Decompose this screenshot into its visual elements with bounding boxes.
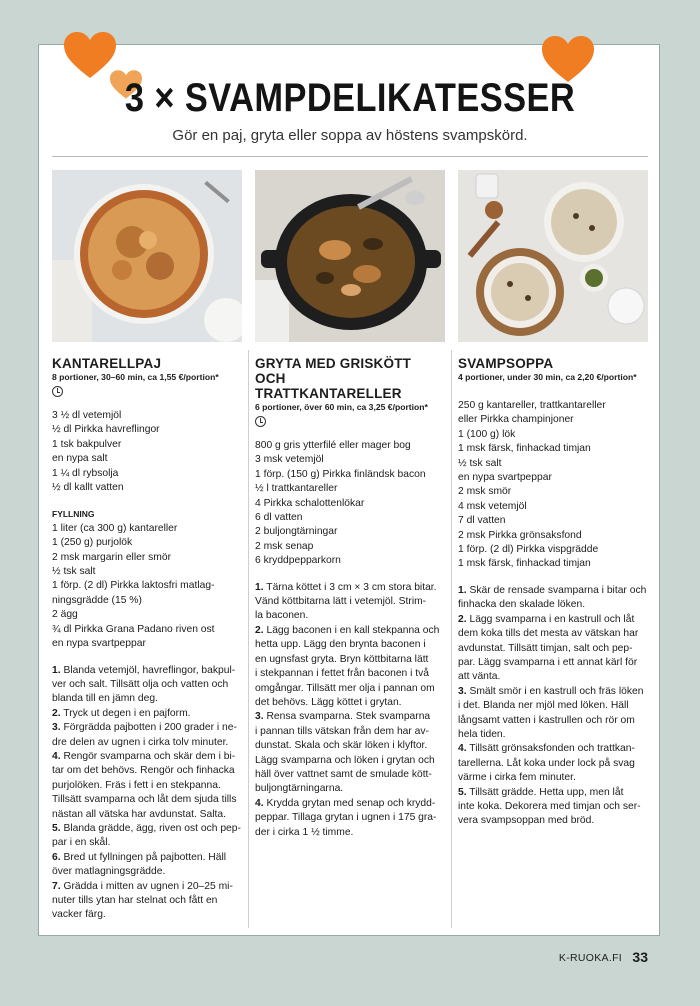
- step-line: [52, 750, 242, 764]
- step-line: [52, 721, 242, 735]
- step-number: 1.: [458, 584, 467, 596]
- step-text: Krydda grytan med senap och krydd-: [266, 797, 436, 809]
- step-text: tarellerna. Låt koka under lock på svag: [458, 757, 635, 769]
- stew-photo: [255, 170, 445, 342]
- page-title: 3 × SVAMPDELIKATESSER: [124, 76, 576, 120]
- step-line: [255, 782, 445, 796]
- step-line: [255, 682, 445, 696]
- heart-icon: [64, 32, 116, 80]
- ingredient-list: [255, 439, 445, 569]
- step-line: [255, 638, 445, 652]
- step-text: hetta upp. Lägg den brynta baconen i: [255, 639, 426, 651]
- ingredient: ½ tsk salt: [52, 566, 96, 578]
- step-line: [458, 728, 648, 742]
- footer-site: K-RUOKA.FI: [558, 952, 622, 964]
- pie-photo: [52, 170, 242, 342]
- step-line: [255, 581, 445, 595]
- recipe-title: KANTARELLPAJ: [52, 356, 162, 371]
- step-text: tar om det behövs. Rengör och finhacka: [52, 765, 235, 777]
- clock-icon: [255, 416, 266, 427]
- ingredient: 1 (100 g) lök: [458, 428, 516, 440]
- recipe-meta: 6 portioner, över 60 min, ca 3,25 €/portion*: [255, 402, 428, 412]
- step-line: [52, 678, 242, 692]
- step-number: 4.: [458, 743, 467, 755]
- ingredient: 4 msk vetemjöl: [458, 500, 527, 512]
- ingredient: ningsgrädde (15 %): [52, 594, 142, 606]
- step-line: [458, 656, 648, 670]
- step-line: [458, 699, 648, 713]
- step-line: [52, 808, 242, 822]
- step-text: ver och salt. Tillsätt olja och vatten och: [52, 678, 229, 690]
- ingredient: en nypa svartpeppar: [458, 472, 552, 484]
- ingredient-list: [458, 399, 648, 572]
- step-text: avdunstat. Tillsätt timjan, salt och pep-: [458, 642, 633, 654]
- step-line: [255, 696, 445, 710]
- step-list: [458, 584, 648, 829]
- step-line: [52, 779, 242, 793]
- step-text: Förgrädda pajbotten i 200 grader i ne-: [63, 722, 237, 734]
- step-line: [255, 797, 445, 811]
- ingredient: 7 dl vatten: [458, 515, 506, 527]
- step-text: Tryck ut degen i en pajform.: [63, 707, 191, 719]
- step-line: [458, 714, 648, 728]
- step-text: vera svampsoppan med bröd.: [458, 815, 595, 827]
- step-text: i stekpannan i fettet från baconen i två: [255, 668, 430, 680]
- step-line: [458, 584, 648, 598]
- step-number: 2.: [255, 624, 264, 636]
- step-text: nästan all vätska har avdunstat. Salta.: [52, 808, 227, 820]
- step-line: [255, 811, 445, 825]
- step-number: 7.: [52, 880, 61, 892]
- ingredient: 1 förp. (150 g) Pirkka finländsk bacon: [255, 468, 426, 480]
- step-text: Lägg svamparna och löken i grytan och: [255, 754, 435, 766]
- step-list: [52, 664, 242, 923]
- step-text: en ugnsfast gryta. Bryn köttbitarna lätt: [255, 653, 429, 665]
- step-line: [52, 865, 242, 879]
- step-text: i det. Blanda ner mjöl med löken. Häll: [458, 700, 629, 712]
- ingredient: 6 dl vatten: [255, 512, 303, 524]
- recipe-meta: 4 portioner, under 30 min, ca 2,20 €/portion*: [458, 372, 637, 382]
- step-text: buljongtärningarna.: [255, 783, 344, 795]
- step-text: inte koka. Dekorera med timjan och ser-: [458, 800, 641, 812]
- ingredient: 1 msk färsk, finhackad timjan: [458, 558, 591, 570]
- step-line: [458, 786, 648, 800]
- step-line: [458, 670, 648, 684]
- step-text: i pannan tills vätskan från dem har av-: [255, 725, 429, 737]
- step-text: Blanda grädde, ägg, riven ost och pep-: [63, 822, 241, 834]
- step-line: [458, 642, 648, 656]
- ingredient: 2 msk smör: [458, 486, 512, 498]
- step-text: Lägg baconen i en kall stekpanna och: [266, 624, 440, 636]
- ingredient: 1 msk färsk, finhackad timjan: [458, 443, 591, 455]
- step-line: [255, 710, 445, 724]
- step-text: Lägg svamparna i en kastrull och låt: [469, 613, 635, 625]
- step-line: [52, 764, 242, 778]
- header-divider: [52, 156, 648, 157]
- ingredient: ½ dl Pirkka havreflingor: [52, 424, 160, 436]
- step-line: [458, 800, 648, 814]
- step-number: 3.: [52, 722, 61, 734]
- step-number: 2.: [52, 707, 61, 719]
- step-text: dem koka tills det mesta av vätskan har: [458, 628, 639, 640]
- step-text: att vänta.: [458, 671, 501, 683]
- step-text: blanda till en jämn deg.: [52, 693, 158, 705]
- page-subtitle: Gör en paj, gryta eller soppa av höstens svampskörd.: [172, 127, 528, 144]
- ingredient: 2 msk Pirkka grönsaksfond: [458, 529, 582, 541]
- ingredient: 3 ½ dl vetemjöl: [52, 410, 122, 421]
- step-text: dunstat. Skala och skär löken i klyftor.: [255, 740, 428, 752]
- step-text: omgångar. Tillsätt mer olja i pannan om: [255, 682, 435, 694]
- step-text: vacker färg.: [52, 909, 106, 921]
- step-line: [255, 768, 445, 782]
- ingredient: 2 msk margarin eller smör: [52, 551, 172, 563]
- page-number: 33: [632, 949, 648, 965]
- recipe-kantarellpaj: [52, 170, 242, 923]
- step-line: [458, 613, 648, 627]
- step-text: dre delen av ugnen i cirka tolv minuter.: [52, 736, 229, 748]
- ingredient: 1 liter (ca 300 g) kantareller: [52, 522, 178, 534]
- step-number: 5.: [458, 786, 467, 798]
- step-text: häll över vattnet samt de smulade kött-: [255, 768, 432, 780]
- step-text: finhacka den skalade löken.: [458, 599, 586, 611]
- ingredient: en nypa svartpeppar: [52, 638, 146, 650]
- step-number: 5.: [52, 822, 61, 834]
- step-number: 4.: [52, 750, 61, 762]
- step-line: [458, 598, 648, 612]
- ingredient: 1 förp. (2 dl) Pirkka vispgrädde: [458, 544, 599, 556]
- column-divider: [248, 350, 249, 928]
- column-divider: [451, 350, 452, 928]
- step-number: 1.: [255, 581, 264, 593]
- step-text: par. Lägg svamparna i ett annat kärl för: [458, 656, 638, 668]
- step-line: [52, 793, 242, 807]
- ingredient: ½ l trattkantareller: [255, 483, 338, 495]
- step-text: Blanda vetemjöl, havreflingor, bakpul-: [63, 664, 236, 676]
- step-text: peppar. Tillaga grytan i ugnen i 175 gra-: [255, 812, 437, 824]
- step-text: Rensa svamparna. Stek svamparna: [266, 711, 431, 723]
- ingredient: 1 (250 g) purjolök: [52, 537, 133, 549]
- recipe-title: [255, 356, 445, 401]
- step-line: [255, 826, 445, 840]
- step-line: [458, 814, 648, 828]
- ingredient-list: [52, 409, 242, 495]
- step-line: [52, 822, 242, 836]
- step-text: Grädda i mitten av ugnen i 20–25 mi-: [63, 880, 233, 892]
- step-line: [52, 736, 242, 750]
- step-line: [458, 627, 648, 641]
- step-text: nuter tills ytan har stelnat och fått en: [52, 895, 218, 906]
- step-line: [52, 836, 242, 850]
- ingredient: 800 g gris ytterfilé eller mager bog: [255, 440, 411, 451]
- step-number: 4.: [255, 797, 264, 809]
- step-text: Tillsätt grädde. Hetta upp, men låt: [469, 786, 624, 798]
- step-text: Smält smör i en kastrull och fräs löken: [469, 685, 644, 697]
- step-line: [52, 664, 242, 678]
- ingredient: 3 msk vetemjöl: [255, 454, 324, 466]
- ingredient: 1 tsk bakpulver: [52, 438, 122, 450]
- step-text: hela tiden.: [458, 728, 506, 740]
- ingredient: 1 ¼ dl rybsolja: [52, 467, 119, 479]
- soup-photo: [458, 170, 648, 342]
- ingredient: ¾ dl Pirkka Grana Padano riven ost: [52, 623, 215, 635]
- step-text: purjolöken. Fräs i fett i en stekpanna.: [52, 779, 221, 791]
- ingredient: 6 kryddpepparkorn: [255, 555, 341, 567]
- step-text: la baconen.: [255, 610, 309, 622]
- step-text: par i en skål.: [52, 837, 111, 849]
- step-line: [255, 595, 445, 609]
- ingredient: 2 buljongtärningar: [255, 526, 338, 538]
- ingredient: eller Pirkka champinjoner: [458, 414, 574, 426]
- step-line: [255, 624, 445, 638]
- recipe-title: SVAMPSOPPA: [458, 356, 554, 371]
- filling-heading: FYLLNING: [52, 509, 95, 520]
- step-line: [52, 880, 242, 894]
- ingredient: 2 msk senap: [255, 540, 314, 552]
- step-line: [458, 757, 648, 771]
- filling-list: [52, 522, 242, 652]
- step-text: värme i cirka fem minuter.: [458, 772, 576, 784]
- step-line: [52, 894, 242, 908]
- step-line: [52, 851, 242, 865]
- step-line: [255, 725, 445, 739]
- step-number: 1.: [52, 664, 61, 676]
- ingredient: 2 ägg: [52, 609, 78, 621]
- clock-icon: [52, 386, 63, 397]
- step-line: [255, 754, 445, 768]
- step-text: över matlagningsgrädde.: [52, 866, 166, 878]
- step-line: [255, 653, 445, 667]
- step-number: 3.: [458, 685, 467, 697]
- recipe-svampsoppa: [458, 170, 648, 829]
- ingredient: 250 g kantareller, trattkantareller: [458, 400, 606, 411]
- step-line: [52, 707, 242, 721]
- step-line: [255, 739, 445, 753]
- step-text: Bred ut fyllningen på pajbotten. Häll: [63, 851, 227, 863]
- step-line: [52, 692, 242, 706]
- step-text: Vänd köttbitarna lätt i vetemjöl. Strim-: [255, 596, 427, 608]
- step-line: [458, 742, 648, 756]
- step-list: [255, 581, 445, 840]
- step-text: der i cirka 1 ½ timme.: [255, 826, 354, 838]
- recipe-title-line: TRATTKANTARELLER: [255, 386, 402, 401]
- step-text: Rengör svamparna och skär dem i bi-: [63, 750, 236, 762]
- step-number: 2.: [458, 613, 467, 625]
- step-line: [255, 609, 445, 623]
- step-number: 6.: [52, 851, 61, 863]
- step-text: Skär de rensade svamparna i bitar och: [469, 584, 647, 596]
- step-text: långsamt vatten i kastrullen och rör om: [458, 714, 635, 726]
- step-line: [458, 771, 648, 785]
- ingredient: ½ tsk salt: [458, 457, 502, 469]
- ingredient: 1 förp. (2 dl) Pirkka laktosfri matlag-: [52, 580, 215, 592]
- step-text: Tillsätt svamparna och låt dem sjuda tills: [52, 794, 237, 806]
- step-line: [458, 685, 648, 699]
- step-text: det behövs. Lägg köttet i grytan.: [255, 696, 402, 708]
- recipe-meta: 8 portioner, 30–60 min, ca 1,55 €/portion*: [52, 372, 219, 382]
- step-text: Tillsätt grönsaksfonden och trattkan-: [469, 743, 635, 755]
- step-number: 3.: [255, 711, 264, 723]
- step-line: [255, 667, 445, 681]
- step-text: Tärna köttet i 3 cm × 3 cm stora bitar.: [266, 581, 437, 593]
- recipe-title-line: GRYTA MED GRISKÖTT OCH: [255, 356, 412, 386]
- step-line: [52, 908, 242, 922]
- recipe-gryta: [255, 170, 445, 840]
- ingredient: en nypa salt: [52, 453, 108, 465]
- ingredient: ½ dl kallt vatten: [52, 482, 124, 494]
- ingredient: 4 Pirkka schalottenlökar: [255, 497, 365, 509]
